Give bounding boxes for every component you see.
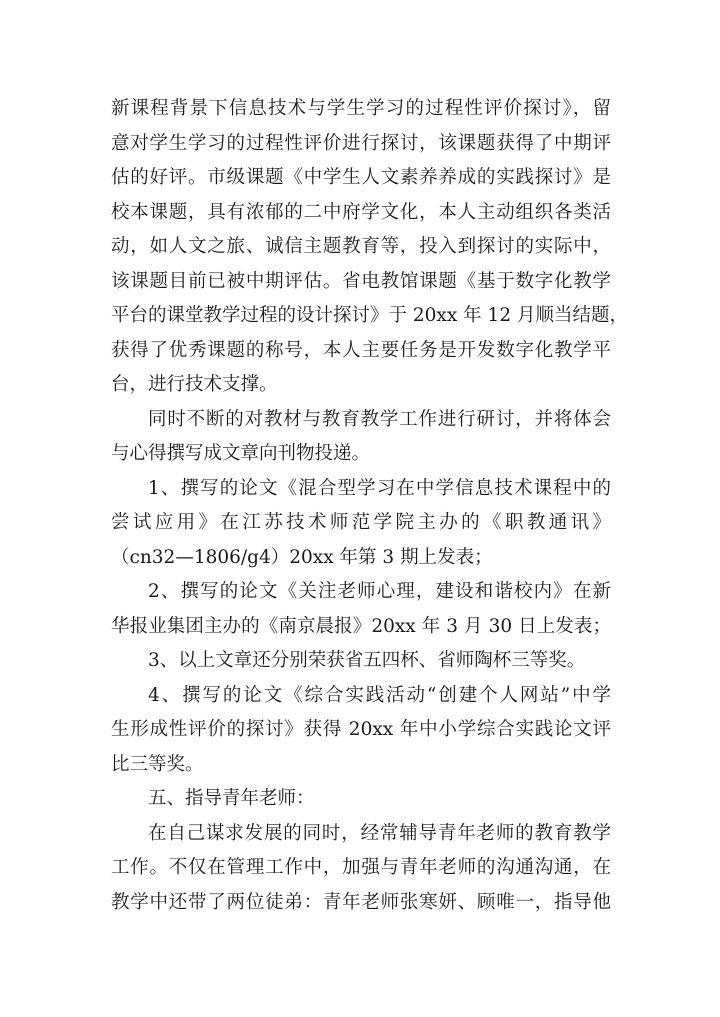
section-heading: 五、指导青年老师：: [148, 788, 315, 809]
text-line: 该课题目前已被中期评估。省电教馆课题《基于数字化教学: [111, 270, 611, 292]
text-line: 动，如人文之旅、诚信主题教育等，投入到探讨的实际中，: [111, 236, 611, 257]
text-line: 在自己谋求发展的同时，经常辅导青年老师的教育教学: [148, 822, 611, 844]
document-body: [111, 92, 628, 920]
text-line: 新课程背景下信息技术与学生学习的过程性评价探讨》，留: [111, 98, 611, 119]
text-line: 尝试应用》在江苏技术师范学院主办的《职教通讯》: [111, 512, 611, 533]
text-line: 比三等奖。: [111, 753, 204, 775]
text-line: 平台的课堂教学过程的设计探讨》于 20xx 年 12 月顺当结题，: [111, 305, 628, 326]
text-line: 同时不断的对教材与教育教学工作进行研讨，并将体会: [148, 408, 611, 430]
text-line: 台，进行技术支撑。: [111, 374, 278, 395]
text-line: 估的好评。市级课题《中学生人文素养养成的实践探讨》是: [111, 167, 611, 188]
text-line: 意对学生学习的过程性评价进行探讨，该课题获得了中期评: [111, 132, 611, 154]
text-line: （cn32—1806/g4）20xx 年第 3 期上发表；: [111, 546, 493, 568]
text-line: 1、撰写的论文《混合型学习在中学信息技术课程中的: [148, 477, 611, 499]
text-line: 获得了优秀课题的称号，本人主要任务是开发数字化教学平: [111, 339, 611, 361]
text-line: 生形成性评价的探讨》获得 20xx 年中小学综合实践论文评: [111, 719, 611, 740]
text-line: 教学中还带了两位徒弟：青年老师张寒妍、顾唯一，指导他: [111, 891, 611, 913]
text-line: 华报业集团主办的《南京晨报》20xx 年 3 月 30 日上发表；: [111, 615, 611, 637]
text-line: 工作。不仅在管理工作中，加强与青年老师的沟通沟通，在: [111, 857, 611, 878]
text-line: 4、撰写的论文《综合实践活动“创建个人网站”中学: [148, 684, 611, 706]
text-line: 3、以上文章还分别荣获省五四杯、省师陶杯三等奖。: [148, 650, 586, 671]
text-line: 2、撰写的论文《关注老师心理，建设和谐校内》在新: [148, 581, 611, 602]
text-line: 与心得撰写成文章向刊物投递。: [111, 443, 371, 464]
text-line: 校本课题，具有浓郁的二中府学文化，本人主动组织各类活: [111, 201, 611, 223]
